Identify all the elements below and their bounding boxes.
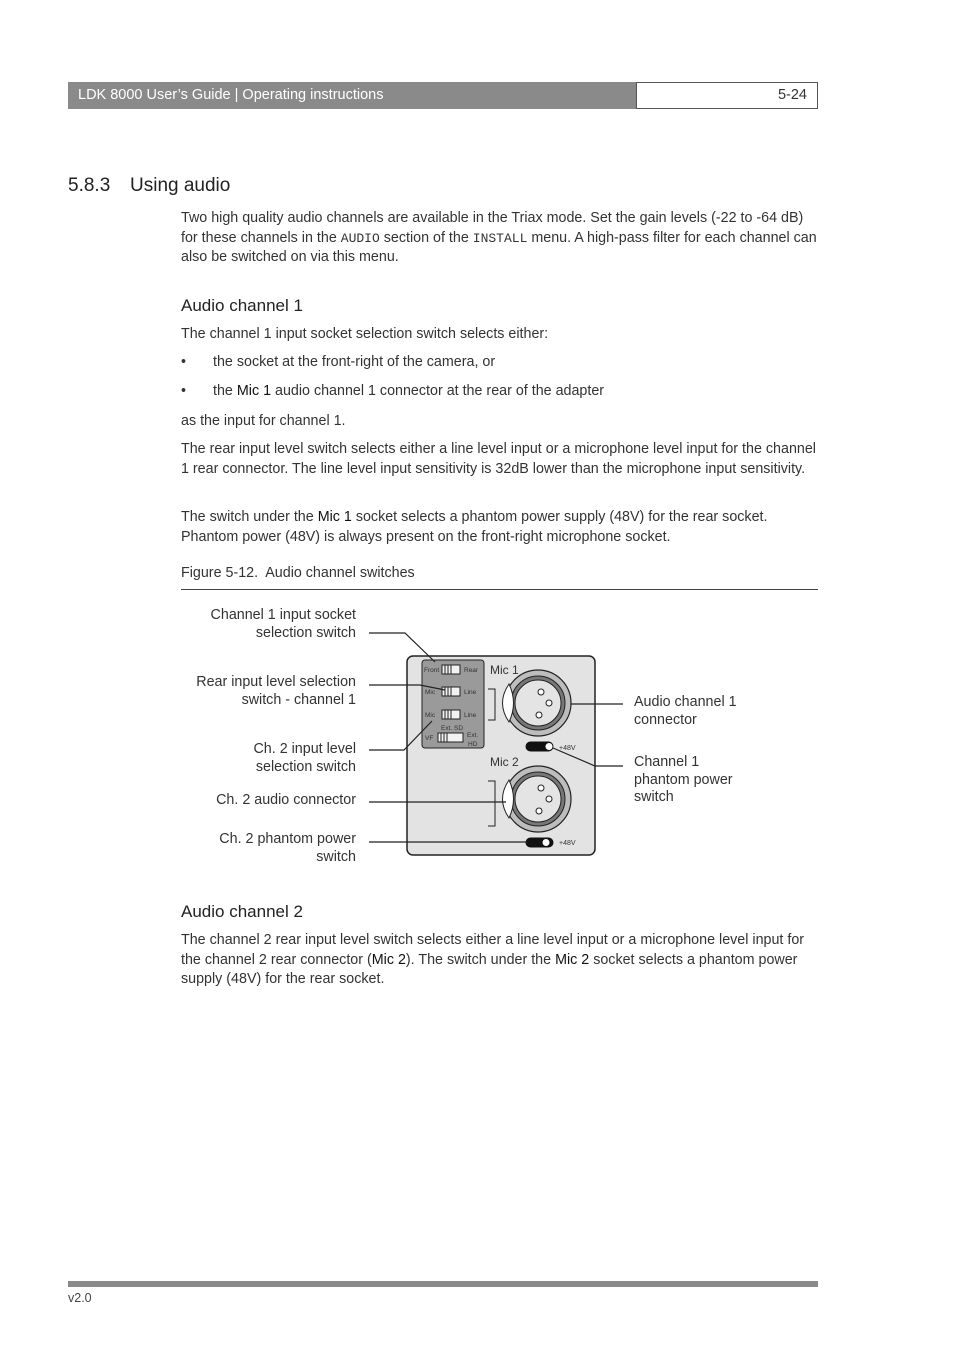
- label-line-b: Line: [464, 712, 477, 719]
- channel1-after: as the input for channel 1.: [181, 413, 346, 429]
- figure-caption-text: Audio channel switches: [265, 565, 415, 581]
- ch2-text-2: ). The switch under the: [405, 951, 556, 968]
- callout-ch1-connector: Audio channel 1 connector: [634, 694, 737, 728]
- channel1-para2: The rear input level switch selects either a line level input or a microphone level input for the channel 1 rear connector. The line level input sensitivity is 32dB lower than the microphone input sensitivity.: [181, 441, 816, 477]
- bullet2-post: audio channel 1 connector at the rear of the adapter: [271, 383, 605, 399]
- intro-text-3: menu. A high-pass filter for each channel can also be switched on via this menu.: [181, 229, 817, 266]
- figure-label: Figure 5-12.: [181, 565, 259, 581]
- para3-pre: The switch under the: [181, 509, 318, 525]
- ch2-text-1: The channel 2 rear input level switch selects either a line level input or a microphone level input for the channel 2 rear connector (: [181, 932, 805, 968]
- label-rear: Rear: [464, 667, 479, 674]
- channel2-paragraph: [181, 931, 821, 990]
- para3-mic1: Mic 1: [317, 509, 352, 525]
- callout-ch2-level-switch: Ch. 2 input level selection switch: [253, 741, 356, 775]
- switch-vf-ext: [438, 733, 463, 742]
- callout-ch2-connector: Ch. 2 audio connector: [216, 792, 356, 808]
- ch2-mic2-b: Mic 2: [555, 951, 590, 968]
- label-ext: Ext.: [467, 732, 479, 739]
- callout-rear-level-switch: Rear input level selection switch - channel 1: [196, 674, 356, 708]
- page-number: 5-24: [636, 82, 818, 109]
- footer-version: v2.0: [68, 1291, 92, 1305]
- ch2-text-3: socket selects a phantom power supply (48V) for the rear socket.: [181, 951, 798, 988]
- ch2-mic2-a: Mic 2: [371, 951, 406, 968]
- header-title: LDK 8000 User’s Guide | Operating instructions: [68, 82, 636, 109]
- label-vf: VF: [425, 735, 434, 742]
- label-mic2: Mic 2: [490, 755, 519, 769]
- label-line-a: Line: [464, 689, 477, 696]
- intro-code-audio: AUDIO: [340, 230, 380, 246]
- intro-code-install: INSTALL: [472, 230, 528, 246]
- section-title-text: Using audio: [130, 175, 231, 196]
- label-48v-b: +48V: [559, 840, 576, 847]
- channel1-lead: The channel 1 input socket selection switch selects either:: [181, 326, 549, 342]
- label-48v-a: +48V: [559, 745, 576, 752]
- intro-text-2: section of the: [379, 229, 473, 246]
- channel2-heading: Audio channel 2: [181, 902, 303, 921]
- bullet2-mic1: Mic 1: [236, 383, 272, 399]
- bullet1-text: the socket at the front-right of the camera, or: [213, 354, 496, 370]
- intro-text-1: Two high quality audio channels are available in the Triax mode. Set the gain levels (-22 to -64 dB) for these channels in the: [181, 210, 804, 246]
- channel1-heading: Audio channel 1: [181, 296, 303, 315]
- label-ext-sd: Ext. SD: [441, 725, 464, 732]
- footer-rule: [68, 1281, 818, 1287]
- list-item: • the Mic 1 audio channel 1 connector at the rear of the adapter: [181, 383, 605, 399]
- para3-post: socket selects a phantom power supply (48V) for the rear socket. Phantom power (48V) is always present on the front-right microphone socket.: [181, 509, 768, 545]
- label-hd: HD: [468, 741, 478, 748]
- label-front: Front: [424, 667, 440, 674]
- callout-ch1-phantom-switch: Channel 1 phantom power switch: [634, 754, 733, 805]
- list-item: • the socket at the front-right of the camera, or: [181, 354, 496, 370]
- bullet2-pre: the: [213, 383, 237, 399]
- section-number: 5.8.3: [68, 175, 111, 196]
- callout-ch2-phantom-switch: Ch. 2 phantom power switch: [219, 831, 356, 865]
- label-mic1: Mic 1: [490, 663, 519, 677]
- label-mic-a: Mic: [425, 689, 436, 696]
- callout-input-socket-switch: Channel 1 input socket selection switch: [210, 607, 356, 641]
- label-mic-b: Mic: [425, 712, 436, 719]
